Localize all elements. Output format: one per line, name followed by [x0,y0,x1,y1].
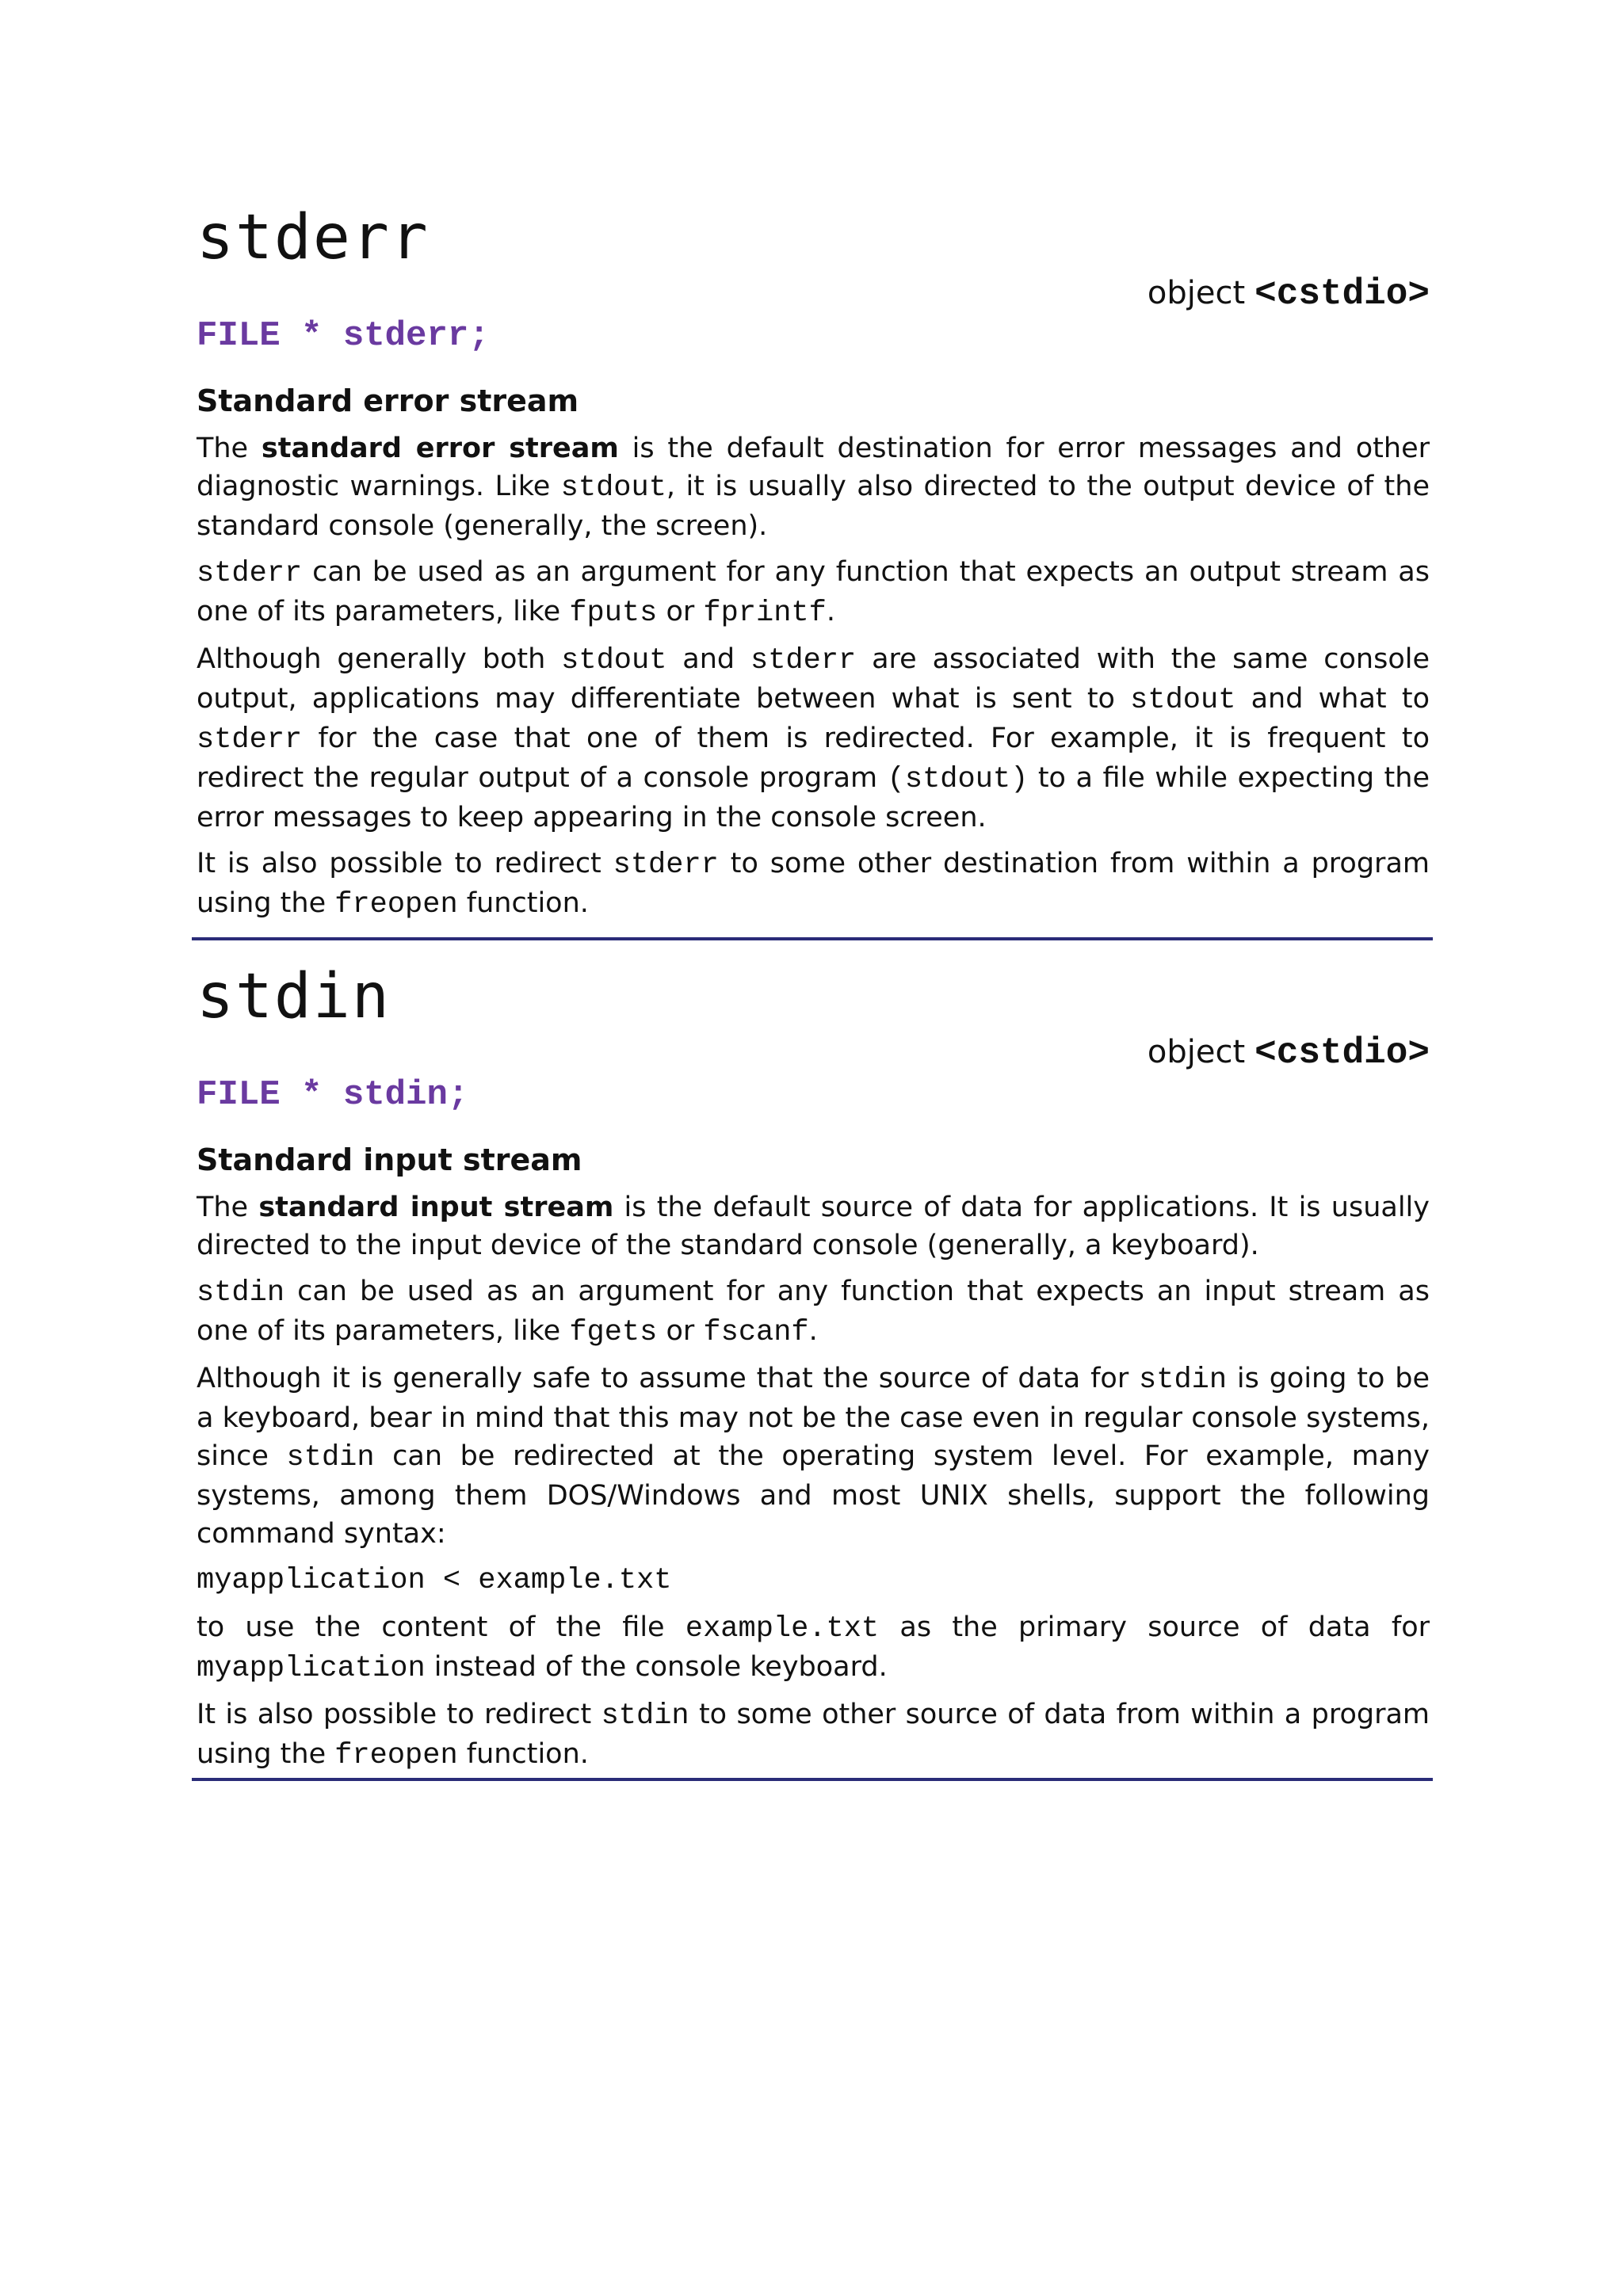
text-run: to some other destination from within a program using the [197,848,1430,919]
entry-stdin [197,957,1430,1775]
code-term: fputs [569,597,658,630]
text-run: instead of the console keyboard. [425,1651,888,1683]
section-divider [192,937,1433,940]
code-term: stderr [750,644,857,677]
code-term: stdin [286,1441,375,1474]
text-run: Although generally both [197,643,562,675]
kind-line [1148,271,1430,316]
text-run: to a file while expecting the error messages to keep appearing in the console screen. [197,762,1430,833]
command-example: myapplication < example.txt [197,1564,672,1597]
text-run: can be used as an argument for any function that expects an input stream as one of its parameters, like [197,1276,1430,1347]
text-run: to some other source of data from within a program using the [197,1699,1430,1770]
code-term: stdout [1130,684,1236,717]
text-run: The [197,433,262,464]
code-term: example.txt [685,1612,880,1646]
paragraph [197,429,1430,545]
kind-label: object [1147,275,1246,311]
paragraph [197,1360,1430,1553]
text-run: The [197,1192,259,1223]
paragraph [197,553,1430,632]
code-term: stderr [197,557,303,590]
kind-label: object [1147,1034,1246,1070]
text-run: and [666,643,750,675]
code-term: stderr [197,723,303,757]
text-run: or [657,596,704,627]
paragraph [197,1272,1430,1352]
code-term: (stdout) [887,763,1029,796]
code-term: myapplication [197,1652,426,1685]
paragraph [197,640,1430,837]
code-term: fgets [569,1316,658,1349]
text-run: can be used as an argument for any function that expects an output stream as one of its parameters, like [197,556,1430,627]
header-name: <cstdio> [1254,1032,1430,1074]
text-run: , it is usually also directed to the output device of the standard console (generally, the screen). [197,471,1430,542]
code-term: stdin [197,1276,285,1310]
code-term: freopen [334,888,458,921]
code-term: stdin [1139,1363,1228,1397]
subtitle: Standard error stream [197,383,579,418]
paragraph [197,1608,1430,1688]
prototype: FILE * stdin; [197,1075,469,1115]
text-run: . [808,1315,818,1347]
text-run: as the primary source of data for [879,1611,1430,1643]
paragraph [197,845,1430,924]
text-run: . [826,596,835,627]
code-term: stdin [601,1699,689,1733]
code-term: fscanf [703,1316,809,1349]
entry-stderr [197,198,1430,924]
subtitle: Standard input stream [197,1142,582,1177]
code-term: freopen [334,1739,458,1772]
paragraph [197,1188,1430,1264]
section-divider [192,1778,1433,1781]
text-run: and what to [1235,683,1430,715]
text-run: Although it is generally safe to assume that the source of data for [197,1363,1140,1394]
code-term: stdout [561,644,667,677]
bold-term: standard input stream [258,1192,614,1223]
text-run: to use the content of the file [197,1611,685,1643]
text-run: function. [457,887,589,919]
prototype: FILE * stderr; [197,316,490,356]
text-run: is the default destination for error messages and other diagnostic warnings. Like [197,433,1430,502]
entry-title: stdin [197,961,391,1032]
bold-term: standard error stream [261,433,619,464]
code-term: fprintf [703,597,827,630]
code-term: stderr [613,849,719,882]
code-term: stdout [560,471,666,505]
kind-line [1148,1030,1430,1075]
text-run: function. [457,1738,589,1770]
paragraph [197,1695,1430,1775]
text-run: It is also possible to redirect [197,1699,601,1730]
text-run: can be redirected at the operating system level. For example, many systems, among them DOS/Windows and most UNIX shells, support the following command syntax: [197,1440,1430,1550]
text-run: It is also possible to redirect [197,848,613,879]
text-run: or [657,1315,704,1347]
text-run: are associated with the same console output, applications may differentiate between what is sent to [197,643,1430,715]
header-name: <cstdio> [1254,273,1430,315]
entry-title: stderr [197,202,430,273]
text-run: is going to be a keyboard, bear in mind that this may not be the case even in regular console systems, since [197,1363,1430,1472]
text-run: for the case that one of them is redirected. For example, it is frequent to redirect the regular output of a console program [197,723,1430,794]
text-run: is the default source of data for applications. It is usually directed to the input device of the standard console (generally, a keyboard). [197,1192,1430,1261]
